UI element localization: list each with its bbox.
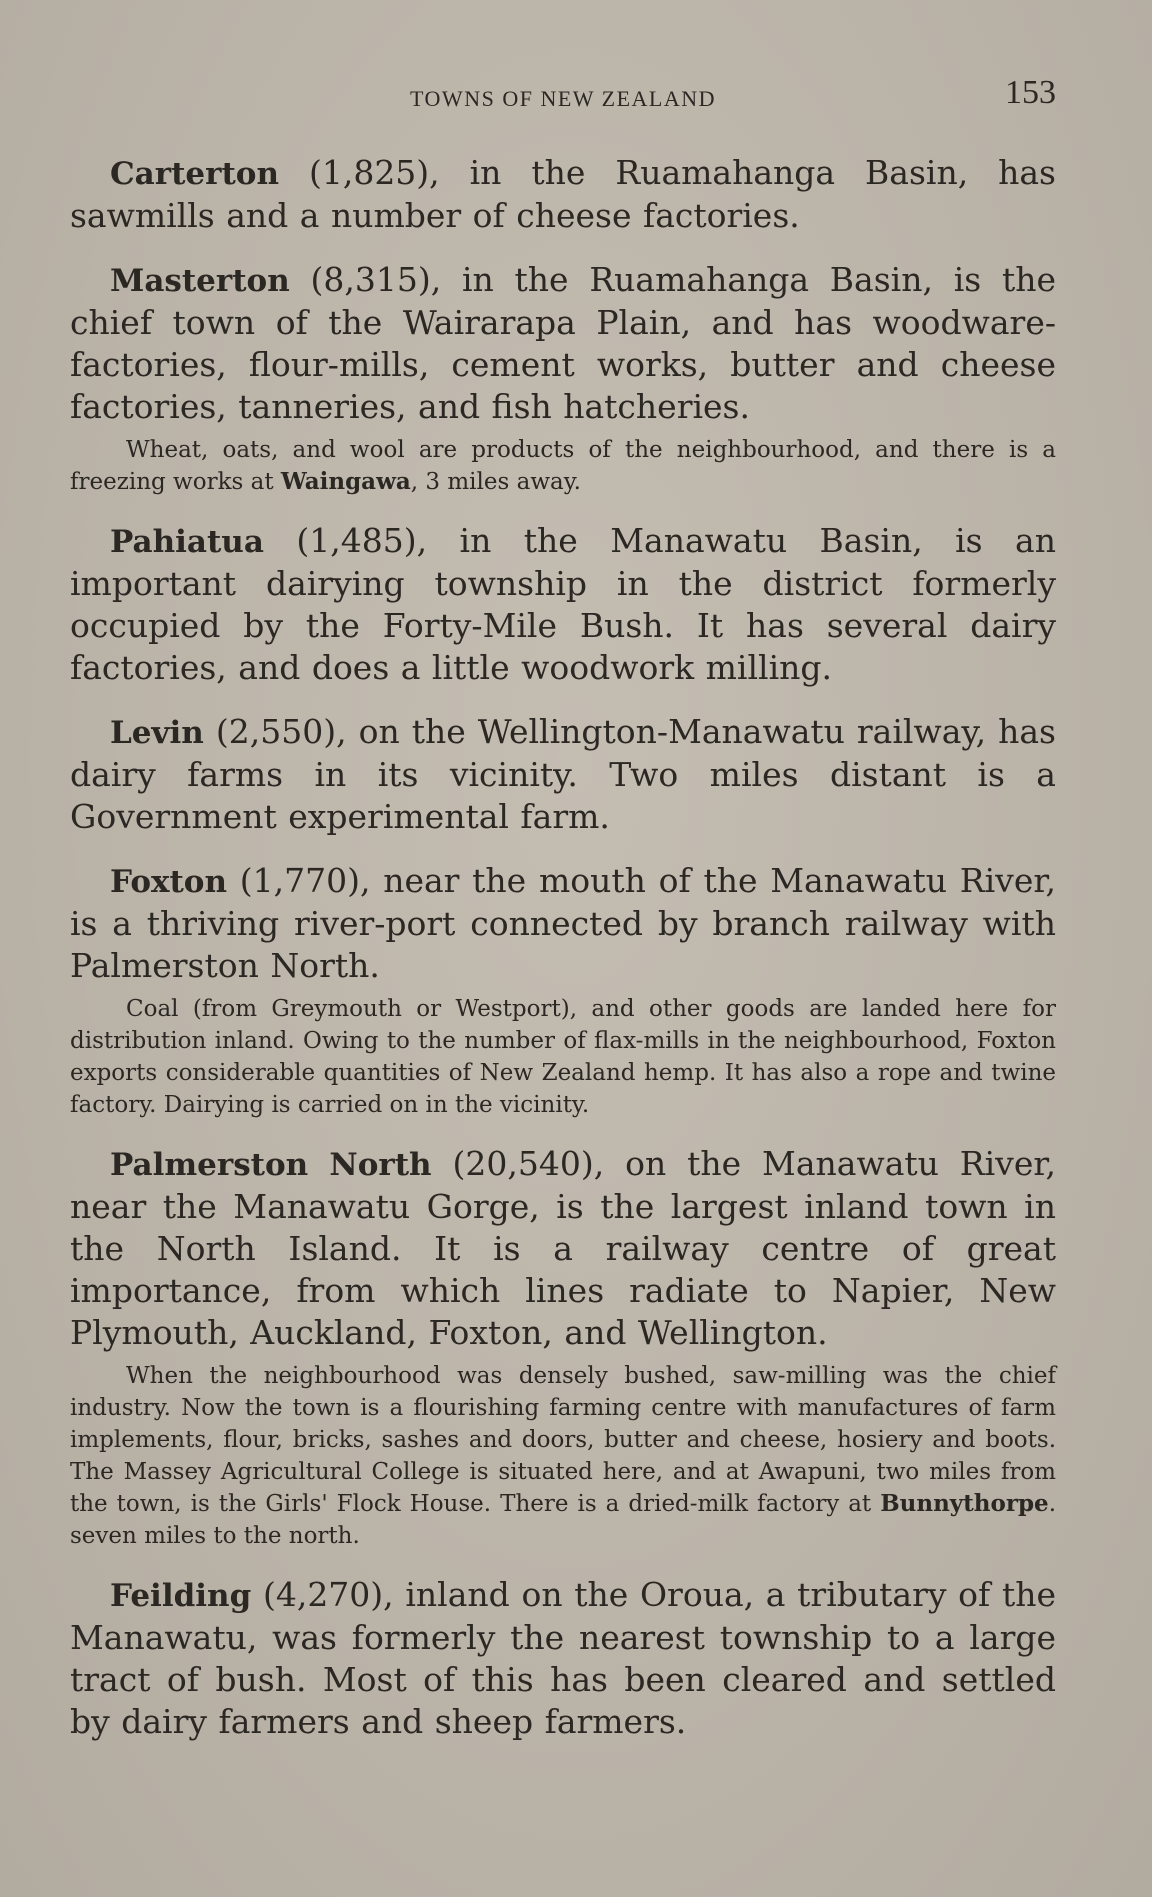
entry-paragraph xyxy=(70,1574,1056,1743)
page-header xyxy=(70,74,1056,124)
page-number: 153 xyxy=(1005,74,1056,111)
entry-carterton xyxy=(70,152,1056,237)
town-name: Carterton xyxy=(110,156,280,192)
entry-paragraph xyxy=(70,1143,1056,1354)
note-place-name: Waingawa xyxy=(280,468,411,495)
running-title: TOWNS OF NEW ZEALAND xyxy=(410,86,716,111)
entry-note: Coal (from Greymouth or Westport), and other goods are landed here for distribution inland. Owing to the number of flax-mills in the neighbourhood, Foxton exports considerable quantities of New Zealand hemp. It has also a rope and twine factory. Dairying is carried on in the vicinity. xyxy=(70,996,1056,1118)
note-text: Wheat, oats, and wool are products of the neighbourhood, and there is a freezing works at xyxy=(70,437,1056,495)
entry-paragraph xyxy=(70,520,1056,689)
entry-paragraph xyxy=(70,860,1056,987)
entry-pahiatua xyxy=(70,520,1056,689)
entry-text: (8,315), in the Ruamahanga Basin, is the chief town of the Wairarapa Plain, and has woodware-factories, flour-mills, cement works, butter and cheese factories, tanneries, and fish hatcheries. xyxy=(70,260,1056,426)
town-name: Pahiatua xyxy=(110,524,264,560)
entry-foxton xyxy=(70,860,1056,1121)
entry-text: (1,485), in the Manawatu Basin, is an important dairying township in the district formerly occupied by the Forty-Mile Bush. It has several dairy factories, and does a little woodwork milling. xyxy=(70,521,1056,687)
entry-palmerston-north xyxy=(70,1143,1056,1552)
town-name: Levin xyxy=(110,715,204,751)
town-name: Foxton xyxy=(110,864,228,900)
note-text: When the neighbourhood was densely bushed, saw-milling was the chief industry. Now the town is a flourishing farming centre with manufactures of farm implements, flour, bricks, sashes and doors, butter and cheese, hosiery and boots. The Massey Agricultural College is situated here, and at Awapuni, two miles from the town, is the Girls' Flock House. There is a dried-milk factory at xyxy=(70,1363,1056,1517)
entry-text: (1,825), in the Ruamahanga Basin, has sawmills and a number of cheese factories. xyxy=(70,153,1056,235)
entry-masterton xyxy=(70,259,1056,498)
entry-note xyxy=(70,434,1056,498)
page-body xyxy=(70,152,1056,1765)
entry-text: (1,770), near the mouth of the Manawatu River, is a thriving river-port connected by branch railway with Palmerston North. xyxy=(70,861,1056,985)
note-place-name: Bunnythorpe xyxy=(880,1490,1049,1517)
entry-text: (4,270), inland on the Oroua, a tributary of the Manawatu, was formerly the nearest township to a large tract of bush. Most of this has been cleared and settled by dairy farmers and sheep farmers. xyxy=(70,1575,1056,1741)
entry-levin xyxy=(70,711,1056,838)
entry-paragraph xyxy=(70,259,1056,428)
entry-text: (20,540), on the Manawatu River, near the Manawatu Gorge, is the largest inland town in the North Island. It is a railway centre of great importance, from which lines radiate to Napier, New Plymouth, Auckland, Foxton, and Wellington. xyxy=(70,1144,1056,1352)
town-name: Feilding xyxy=(110,1578,252,1614)
entry-paragraph xyxy=(70,152,1056,237)
entry-text: (2,550), on the Wellington-Manawatu railway, has dairy farms in its vicinity. Two miles distant is a Government experimental farm. xyxy=(70,712,1056,836)
entry-feilding xyxy=(70,1574,1056,1743)
town-name: Masterton xyxy=(110,263,290,299)
note-text: , 3 miles away. xyxy=(410,469,581,495)
note-text: . seven miles to the north. xyxy=(70,1491,1056,1549)
entry-note xyxy=(70,1360,1056,1552)
town-name: Palmerston North xyxy=(110,1147,432,1183)
entry-paragraph xyxy=(70,711,1056,838)
